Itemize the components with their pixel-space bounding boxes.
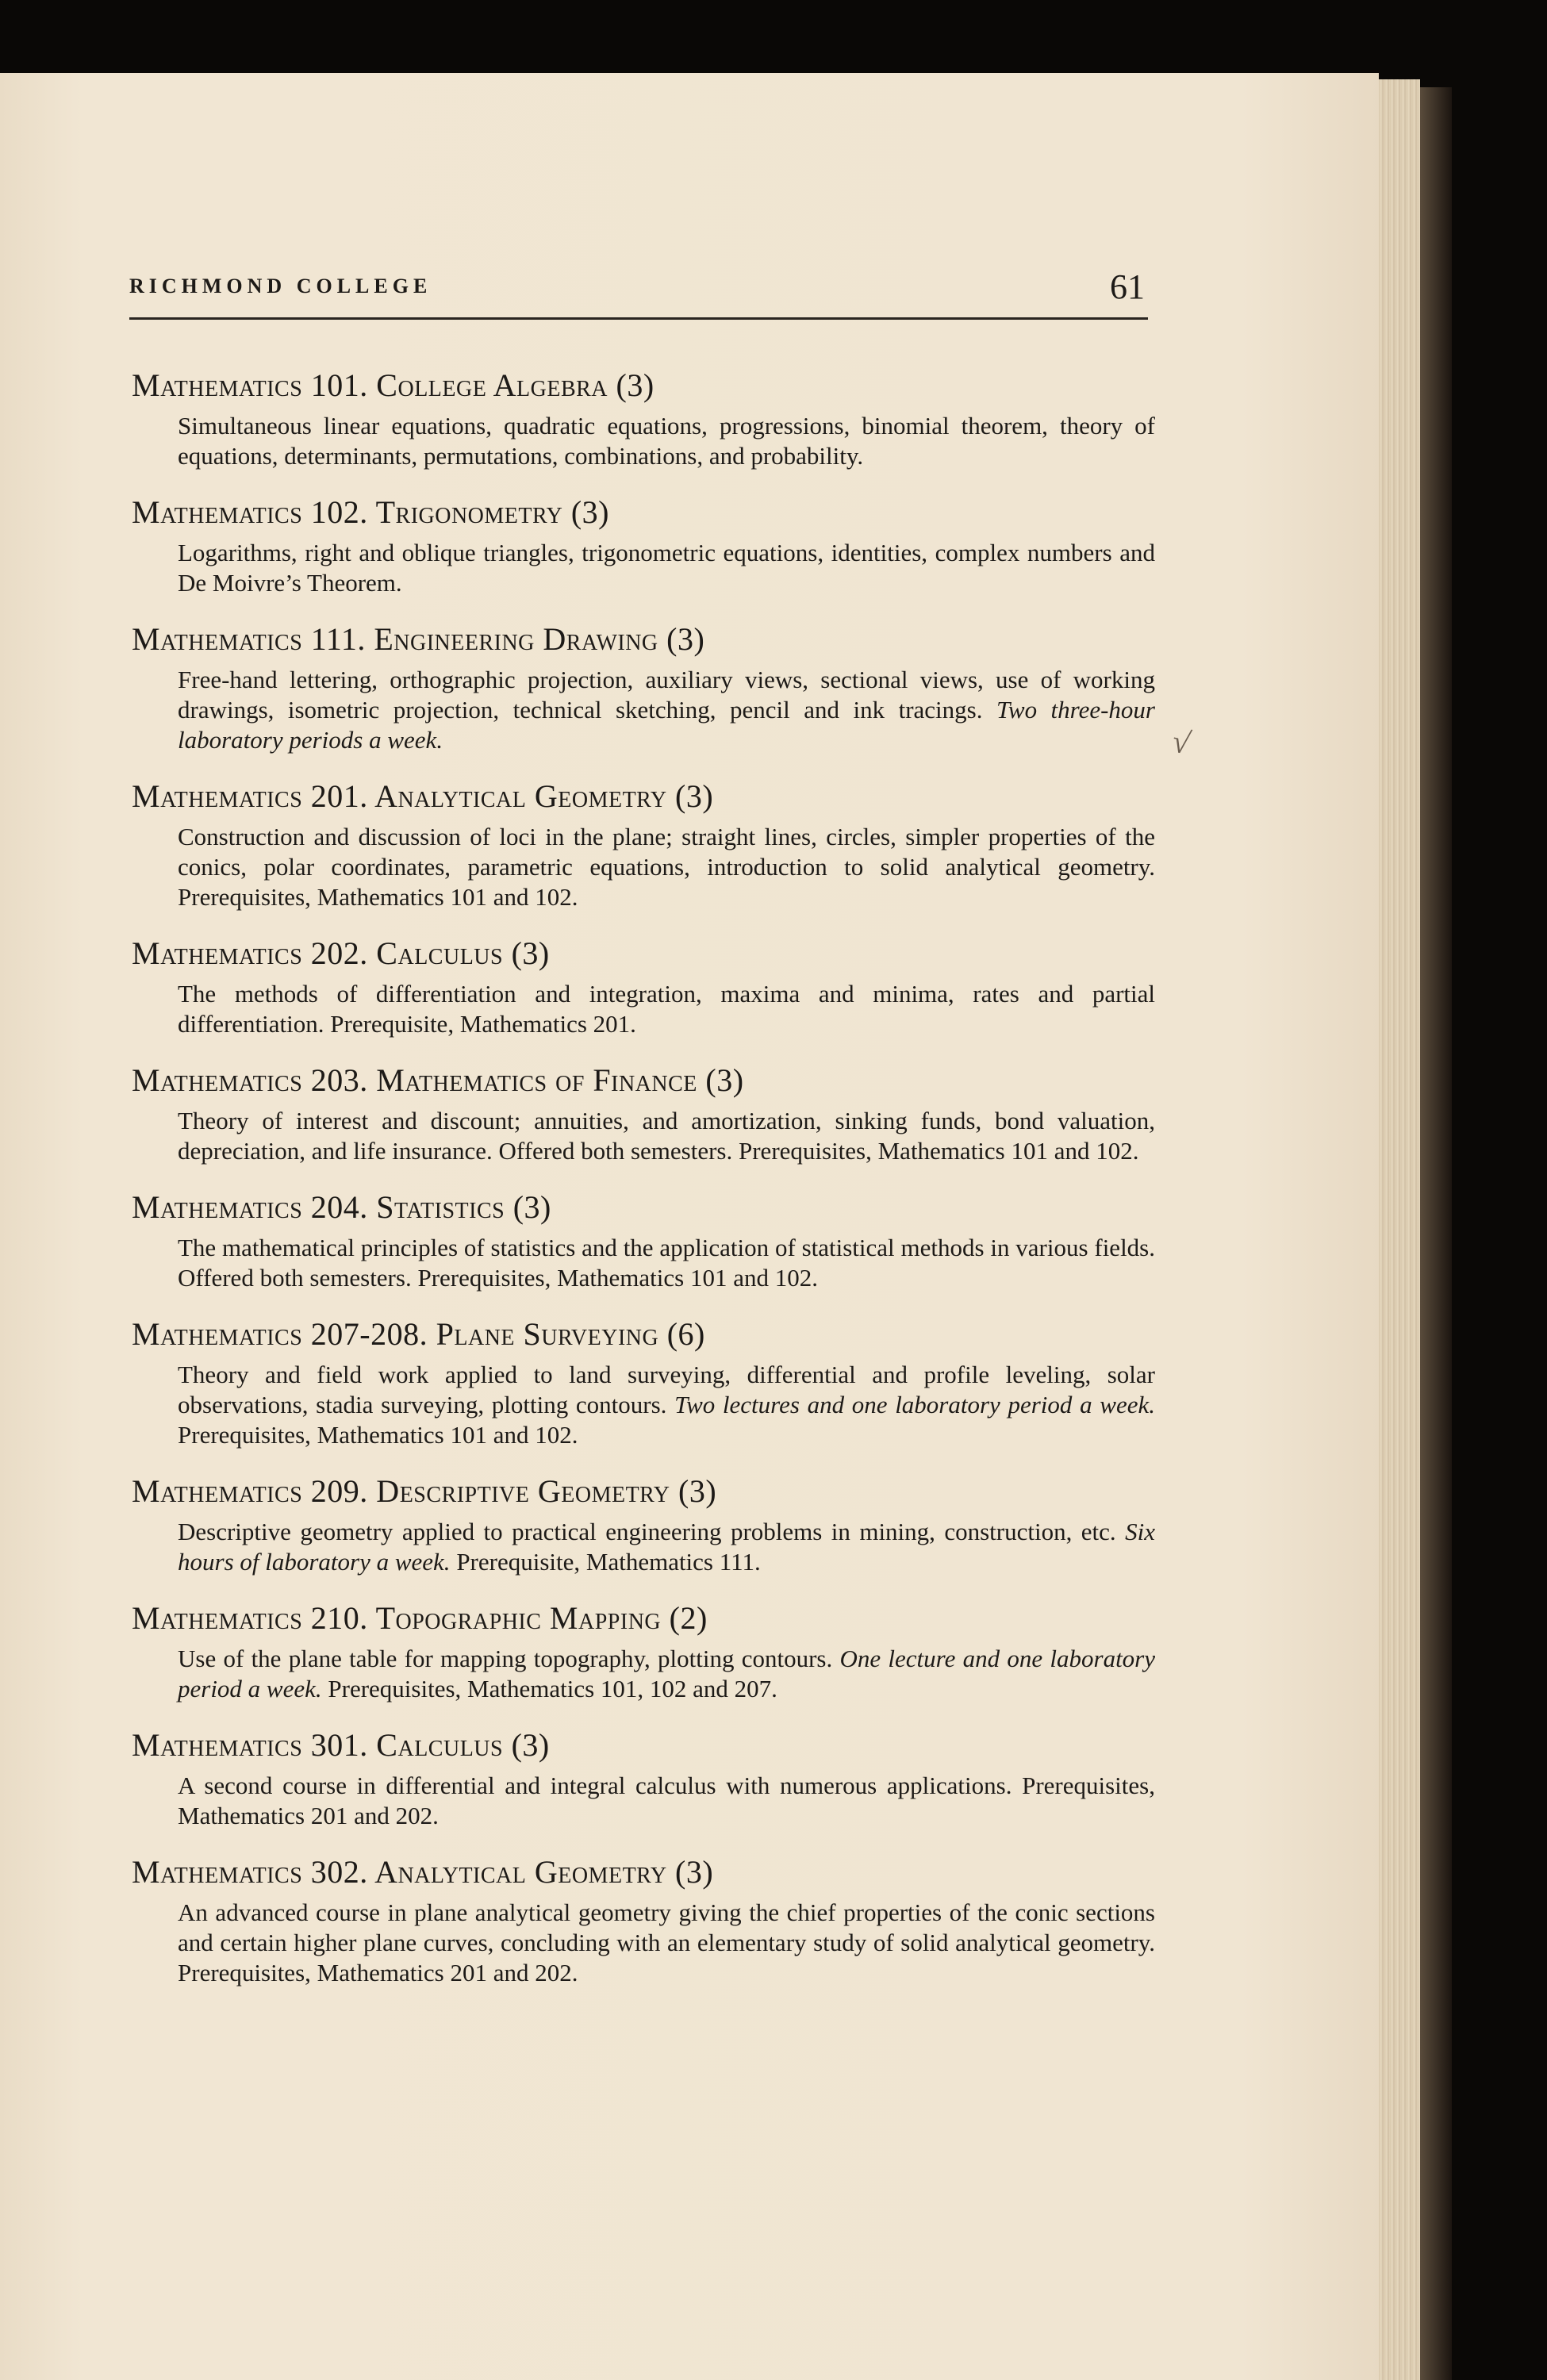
course-title: Mathematics 210. Topographic Mapping (2)	[132, 1600, 708, 1636]
course-entry	[132, 1472, 1155, 1577]
description-italic: Six hours of laboratory a week.	[178, 1518, 1156, 1576]
course-description	[178, 538, 1155, 598]
running-head	[129, 267, 1145, 314]
course-description	[178, 979, 1155, 1039]
page-number: 61	[1110, 267, 1145, 306]
course-entry	[132, 935, 1155, 1039]
description-text: Theory and field work applied to land surveying, differential and profile leveling, solar observations, stadia surveying, plotting contours.	[178, 1361, 1155, 1418]
course-description	[178, 1360, 1155, 1450]
course-title: Mathematics 302. Analytical Geometry (3)	[132, 1854, 714, 1890]
description-prerequisites: Prerequisites, Mathematics 101, 102 and 207.	[328, 1675, 777, 1702]
course-title: Mathematics 203. Mathematics of Finance (3)	[132, 1062, 744, 1098]
description-text: Simultaneous linear equations, quadratic equations, progressions, binomial theorem, theory of equations, determinants, permutations, combinations, and probability.	[178, 412, 1155, 470]
course-title: Mathematics 301. Calculus (3)	[132, 1727, 550, 1763]
course-entry	[132, 1061, 1155, 1166]
course-list	[132, 367, 1155, 2010]
description-italic: One lecture and one laboratory period a week.	[178, 1645, 1156, 1702]
description-prerequisites: Prerequisite, Mathematics 111.	[456, 1548, 761, 1576]
description-text: Use of the plane table for mapping topography, plotting contours.	[178, 1645, 833, 1672]
header-rule	[129, 317, 1148, 320]
course-description	[178, 1771, 1155, 1831]
description-text: Logarithms, right and oblique triangles, trigonometric equations, identities, complex numbers and De Moivre’s Theorem.	[178, 539, 1155, 597]
course-entry	[132, 1188, 1155, 1293]
course-entry	[132, 493, 1155, 598]
description-italic: Two three-hour laboratory periods a week.	[178, 696, 1155, 754]
description-text: Descriptive geometry applied to practical engineering problems in mining, construction, etc.	[178, 1518, 1116, 1545]
course-description	[178, 411, 1155, 471]
course-title: Mathematics 207-208. Plane Surveying (6)	[132, 1316, 705, 1352]
course-entry	[132, 1315, 1155, 1450]
course-entry	[132, 777, 1155, 912]
course-title: Mathematics 101. College Algebra (3)	[132, 367, 654, 403]
course-title: Mathematics 209. Descriptive Geometry (3)	[132, 1473, 717, 1509]
course-entry	[132, 1726, 1155, 1831]
description-text: The mathematical principles of statistics and the application of statistical methods in various fields. Offered both semesters. Prerequisites, Mathematics 101 and 102.	[178, 1234, 1155, 1292]
course-description	[178, 1517, 1155, 1577]
course-description	[178, 1898, 1155, 1988]
description-text: Free-hand lettering, orthographic projection, auxiliary views, sectional views, use of working drawings, isometric projection, technical sketching, pencil and ink tracings.	[178, 666, 1155, 724]
running-title: RICHMOND COLLEGE	[129, 274, 432, 298]
description-text: An advanced course in plane analytical geometry giving the chief properties of the conic sections and certain higher plane curves, concluding with an elementary study of solid analytical geometry. Prerequisites, Mathematics 201 and 202.	[178, 1898, 1155, 1987]
course-entry	[132, 1853, 1155, 1988]
course-description	[178, 1644, 1155, 1704]
course-description	[178, 665, 1155, 755]
course-entry	[132, 367, 1155, 471]
course-title: Mathematics 201. Analytical Geometry (3)	[132, 778, 714, 814]
course-title: Mathematics 202. Calculus (3)	[132, 935, 550, 971]
course-entry	[132, 620, 1155, 755]
description-text: Construction and discussion of loci in the plane; straight lines, circles, simpler properties of the conics, polar coordinates, parametric equations, introduction to solid analytical geometry. Prerequisites, Mathematics 101 and 102.	[178, 823, 1155, 911]
course-title: Mathematics 204. Statistics (3)	[132, 1189, 551, 1225]
description-text: Theory of interest and discount; annuities, and amortization, sinking funds, bond valuation, depreciation, and life insurance. Offered both semesters. Prerequisites, Mathematics 101 and 102.	[178, 1107, 1155, 1165]
description-italic: Two lectures and one laboratory period a week.	[674, 1391, 1155, 1418]
course-title: Mathematics 111. Engineering Drawing (3)	[132, 621, 705, 657]
course-description	[178, 822, 1155, 912]
description-prerequisites: Prerequisites, Mathematics 101 and 102.	[178, 1421, 578, 1449]
course-title: Mathematics 102. Trigonometry (3)	[132, 494, 609, 530]
description-text: The methods of differentiation and integration, maxima and minima, rates and partial differentiation. Prerequisite, Mathematics 201.	[178, 980, 1155, 1038]
handwritten-check-mark: √	[1169, 723, 1194, 762]
course-entry	[132, 1599, 1155, 1704]
binding-shadow	[1420, 87, 1452, 2380]
page-fore-edge	[1379, 79, 1420, 2380]
course-description	[178, 1233, 1155, 1293]
description-text: A second course in differential and integral calculus with numerous applications. Prerequisites, Mathematics 201 and 202.	[178, 1772, 1155, 1829]
course-description	[178, 1106, 1155, 1166]
